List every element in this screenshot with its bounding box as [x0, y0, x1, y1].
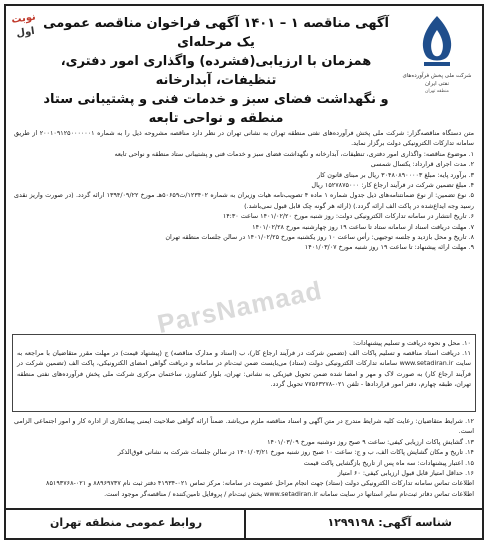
list-item: ۱۱. دریافت اسناد مناقصه و تسلیم پاکات الف (تضمین شرکت در فرآیند ارجاع کار)، ب (اسناد و مدارک مناقصه) ج (پیشنهاد قیمت) در مهلت مقرر متقاضیان با مراجعه به سایت www.setadiran.ir سامانه تدارکات الکترونیکی دولت (ستاد) می‌بایست ضمن ثبت‌نام در سامانه و دریافت گواهی امضای الکترونیکی، پاکت الف (تضمین شرکت در فرآیند ارجاع کار) به صورت لاک و مهر و امضا شده ضمن تحویل فیزیکی به نشانی: تهران، بلوار کشاورز، ساختمان مرکزی شرکت ملی پخش فرآورده‌های نفتی منطقه تهران، طبقه چهارم، دفتر امور قراردادها - تلفن ۰۲۱-۷۷۵۶۳۲۷۸ تحویل گردد. [17, 349, 472, 388]
list-item: ۱۲. شرایط متقاضیان: رعایت کلیه شرایط مندرج در متن آگهی و اسناد مناقصه ملزم می‌باشد. ضمناً ارائه گواهی صلاحیت ایمنی پیمانکاری از اداره کار و امور اجتماعی الزامی است. [14, 417, 474, 436]
title-line-2: همزمان با ارزیابی(فشرده) واگذاری امور دفتری، تنظیفات، آبدارخانه [60, 54, 372, 88]
contact-info: اطلاعات تماس دفاتر ثبت‌نام سایر استانها در سایت سامانه www.setadiran.ir بخش ثبت‌نام / پروفایل تامین‌کننده / مناقصه‌گر موجود است. [104, 489, 474, 498]
submission-box [12, 334, 476, 412]
advertisement-frame [4, 4, 484, 540]
list-item: ۸. تاریخ و محل بازدید و جلسه توجیهی: رأس ساعت ۱۰ روز یکشنبه مورخ ۱۴۰۱/۰۲/۲۵ در سالن جلسات منطقه تهران [165, 233, 474, 242]
list-item: ۱۴. تاریخ و مکان گشایش پاکات الف، ب و ج: ساعت ۱۰ صبح روز شنبه مورخ ۱۴۰۱/۰۳/۲۱ در سالن جلسات شرکت به نشانی فوق‌الذکر [117, 448, 474, 457]
title-line-1: آگهی مناقصه ۱ – ۱۴۰۱ آگهی فراخوان مناقصه عمومی یک مرحله‌ای [43, 16, 389, 50]
logo-region: منطقه تهران [425, 89, 449, 94]
list-item: ۱۵. اعتبار پیشنهادات: سه ماه پس از تاریخ بازگشایی پاکت قیمت [303, 458, 474, 467]
ad-header [6, 6, 482, 124]
list-item: ۴. مبلغ تضمین شرکت در فرآیند ارجاع کار: ۱۵۲۷۸۷۵۰۰۰ ریال [311, 181, 474, 190]
ad-footer [6, 508, 482, 538]
company-logo [398, 12, 476, 118]
title-line-3: و نگهداشت فضای سبز و خدمات فنی و پشتیبانی ستاد منطقه و نواحی تابعه [43, 92, 389, 126]
ad-conditions [14, 416, 474, 499]
contact-info: اطلاعات تماس سامانه تدارکات الکترونیکی دولت (ستاد) جهت انجام مراحل عضویت در سامانه: مرکز تماس ۰۲۱-۴۱۹۳۴ دفتر ثبت نام ۸۸۹۶۹۷۳۷ و ۰۲۱-۸۵۱۹۳۷۶۸ [46, 479, 474, 488]
list-item: ۱۶. حداقل امتیاز قابل قبول ارزیابی کیفی: ۶۰ امتیاز [337, 469, 474, 478]
list-item: ۶. تاریخ انتشار در سامانه تدارکات الکترونیکی دولت: روز شنبه مورخ ۱۴۰۱/۰۲/۲۰ ساعت ۱۴:۳۰ [222, 212, 474, 221]
list-item: ۷. مهلت دریافت اسناد از سامانه ستاد تا ساعت ۱۹ روز چهارشنبه مورخ ۱۴۰۱/۰۲/۲۸ [252, 222, 474, 231]
list-item: ۹. مهلت ارائه پیشنهاد: تا ساعت ۱۹ روز شنبه مورخ ۱۴۰۱/۰۳/۰۷ [304, 243, 474, 252]
public-relations-label: روابط عمومی منطقه تهران [50, 516, 203, 529]
ad-id: شناسه آگهی: ۱۲۹۹۱۹۸ [327, 516, 452, 529]
intro-paragraph: متن دستگاه مناقصه‌گزار: شرکت ملی پخش فرآورده‌های نفتی منطقه تهران به نشانی تهران در نظر دارد مناقصه مشروحه ذیل را به شماره ۲۰۰۱۰۹۱۲۵۰۰۰۰۰۰۱ از طریق سامانه تدارکات الکترونیکی دولت برگزار نماید. [14, 129, 474, 148]
list-item: ۵. نوع تضمین: از نوع ضمانتنامه‌های ذیل جدول شماره ۱ ماده ۴ تصویب‌نامه هیات وزیران به شماره ۱۲۳۴۰۲/ت۵۰۶۵۹هـ مورخ ۱۳۹۴/۰۹/۲۲ ارائه گردد. (در صورت واریز نقدی رسید وجه ایداع‌شده در پاکت الف ارائه گردد.) (ارائه هر گونه چک قابل قبول نمی‌باشد.) [14, 191, 474, 210]
logo-caption [398, 72, 476, 96]
ad-body [14, 128, 474, 253]
flame-logo-icon [412, 12, 462, 70]
list-item: ۲. مدت اجرای قرارداد: یکسال شمسی [370, 160, 474, 169]
stamp-word-2: اول [15, 25, 36, 40]
list-item: ۱۰. محل و نحوه دریافت و تسلیم پیشنهادات: [352, 339, 471, 347]
list-item: ۱۳. گشایش پاکات ارزیابی کیفی: ساعت ۹ صبح روز دوشنبه مورخ ۱۴۰۱/۰۳/۰۹ [267, 437, 474, 446]
ad-title [40, 14, 392, 128]
watermark: ParsNamaad [154, 274, 325, 340]
logo-company-name: شرکت ملی پخش فرآورده‌های نفتی ایران [402, 73, 472, 87]
list-item: ۳. برآورد پایه: مبلغ ۳۰۴۸۰۸۹۰۰۰۰۳ ریال بر مبنای قانون کار [317, 170, 474, 179]
list-item: ۱. موضوع مناقصه: واگذاری امور دفتری، تنظیفات، آبدارخانه و نگهداشت فضای سبز و خدمات فنی و پشتیبانی ستاد منطقه و نواحی تابعه [114, 149, 474, 158]
stamp-word-1: نوبت [10, 11, 37, 26]
footer-divider [244, 510, 246, 538]
